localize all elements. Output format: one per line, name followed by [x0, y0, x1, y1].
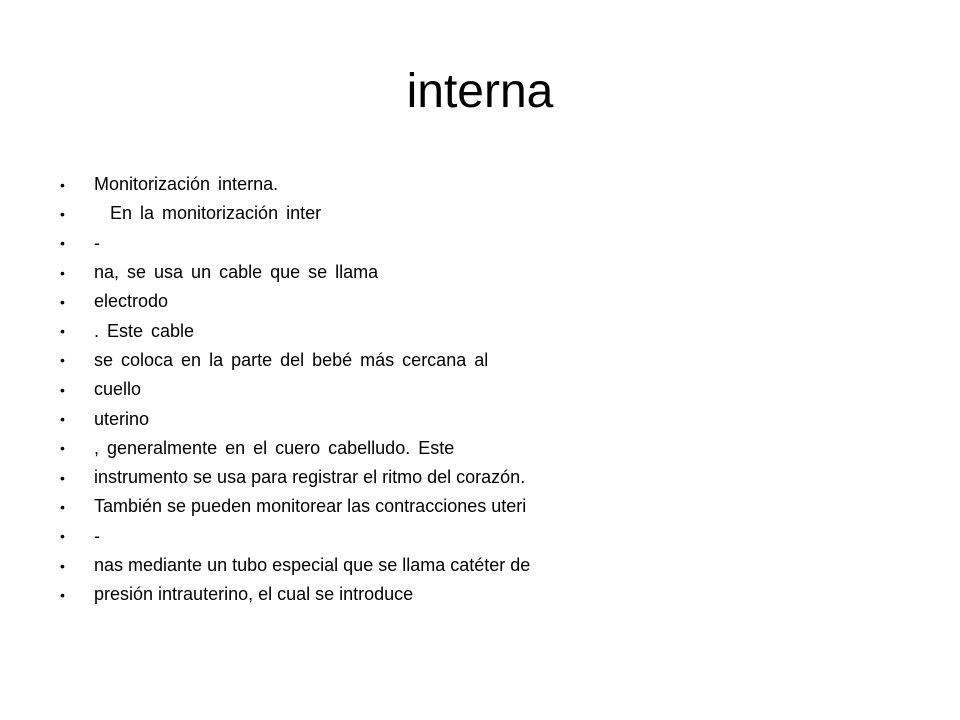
list-item: [60, 463, 780, 492]
bullet-text: uterino: [94, 408, 150, 429]
bullet-dot-icon: •: [60, 469, 65, 486]
bullet-dot-icon: •: [60, 264, 65, 281]
list-item: [60, 199, 780, 228]
bullet-dot-icon: •: [60, 352, 65, 369]
list-item: [60, 287, 780, 316]
bullet-list: [60, 170, 780, 609]
bullet-text: , generalmente en el cuero cabelludo. Este: [94, 437, 455, 458]
list-item: [60, 551, 780, 580]
bullet-text: nas mediante un tubo especial que se llama catéter de: [94, 555, 531, 575]
bullet-text: También se pueden monitorear las contracciones uteri: [94, 496, 527, 517]
list-item: [60, 492, 780, 521]
list-item: [60, 170, 780, 199]
bullet-text: . Este cable: [94, 320, 195, 341]
bullet-dot-icon: •: [60, 205, 65, 222]
list-item: [60, 375, 780, 404]
bullet-text: electrodo: [94, 291, 169, 312]
list-item: [60, 522, 780, 551]
list-item: [60, 258, 780, 287]
list-item: [60, 580, 780, 609]
bullet-dot-icon: •: [60, 528, 65, 545]
bullet-dot-icon: •: [60, 586, 65, 603]
bullet-dot-icon: •: [60, 235, 65, 252]
bullet-dot-icon: •: [60, 411, 65, 428]
bullet-dot-icon: •: [60, 323, 65, 340]
bullet-dot-icon: •: [60, 498, 65, 515]
bullet-text: Monitorización interna.: [94, 174, 279, 195]
list-item: [60, 404, 780, 433]
bullet-text: instrumento se usa para registrar el ritmo del corazón.: [94, 467, 526, 488]
bullet-dot-icon: •: [60, 440, 65, 457]
bullet-text: -: [94, 232, 100, 253]
bullet-dot-icon: •: [60, 293, 65, 310]
bullet-text: cuello: [94, 379, 142, 400]
bullet-dot-icon: •: [60, 557, 65, 574]
bullet-text: -: [94, 525, 100, 546]
list-item: [60, 434, 780, 463]
list-item: [60, 229, 780, 258]
list-item: [60, 316, 780, 345]
bullet-text: na, se usa un cable que se llama: [94, 262, 379, 283]
bullet-dot-icon: •: [60, 176, 65, 193]
bullet-dot-icon: •: [60, 381, 65, 398]
bullet-text: En la monitorización inter: [94, 203, 322, 224]
bullet-text: presión intrauterino, el cual se introduce: [94, 584, 414, 605]
bullet-text: se coloca en la parte del bebé más cercana al: [94, 349, 489, 370]
slide-title: interna: [406, 65, 554, 118]
list-item: [60, 346, 780, 375]
